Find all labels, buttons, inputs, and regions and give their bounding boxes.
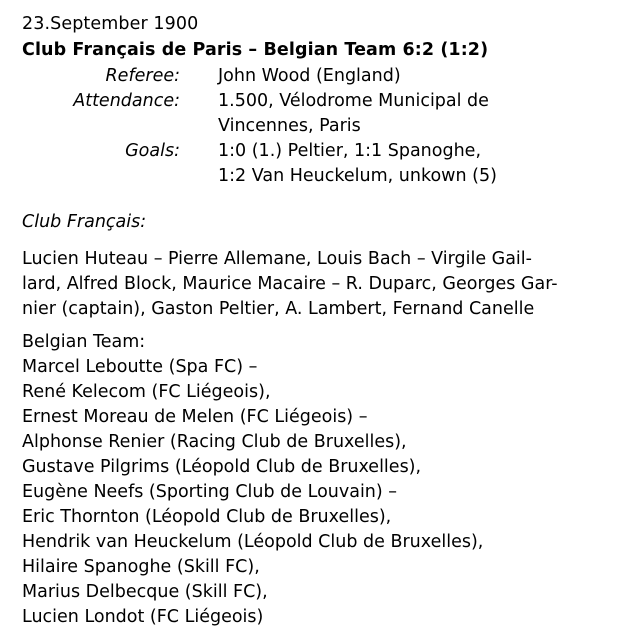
- belgian-team-line-7: Eric Thornton (Léopold Club de Bruxelles),: [22, 507, 392, 527]
- info-value-goals-line2: 1:2 Van Heuckelum, unkown (5): [218, 166, 497, 186]
- belgian-team-line-10: Marius Delbecque (Skill FC),: [22, 582, 268, 602]
- table-row: [42, 64, 612, 89]
- info-label-referee: Referee:: [105, 66, 180, 86]
- belgian-team-line-9: Hilaire Spanoghe (Skill FC),: [22, 557, 260, 577]
- info-label-spacer-2: [42, 164, 180, 189]
- club-francais-line-2: lard, Alfred Block, Maurice Macaire – R. Duparc, Georges Gar-: [22, 274, 558, 294]
- info-label-spacer-1: [42, 114, 180, 139]
- info-value-attendance-line2: Vincennes, Paris: [218, 116, 361, 136]
- spacer: [22, 235, 558, 247]
- belgian-team-line-2: René Kelecom (FC Liégeois),: [22, 382, 271, 402]
- belgian-team-section: [22, 330, 483, 630]
- belgian-team-heading: Belgian Team:: [22, 332, 146, 352]
- info-value-referee: John Wood (England): [218, 66, 401, 86]
- belgian-team-line-3: Ernest Moreau de Melen (FC Liégeois) –: [22, 407, 368, 427]
- belgian-team-line-11: Lucien Londot (FC Liégeois): [22, 607, 264, 627]
- club-francais-heading: Club Français:: [22, 212, 147, 232]
- belgian-team-line-5: Gustave Pilgrims (Léopold Club de Bruxelles),: [22, 457, 422, 477]
- match-info-table: [42, 64, 612, 189]
- belgian-team-line-1: Marcel Leboutte (Spa FC) –: [22, 357, 258, 377]
- info-label-attendance: Attendance:: [73, 91, 180, 111]
- club-francais-line-1: Lucien Huteau – Pierre Allemane, Louis Bach – Virgile Gail-: [22, 249, 532, 269]
- table-row: [42, 114, 612, 139]
- match-date: 23.September 1900: [22, 14, 199, 34]
- info-value-attendance: 1.500, Vélodrome Municipal de: [218, 91, 489, 111]
- table-row: [42, 89, 612, 114]
- belgian-team-line-6: Eugène Neefs (Sporting Club de Louvain) –: [22, 482, 398, 502]
- belgian-team-line-8: Hendrik van Heuckelum (Léopold Club de Bruxelles),: [22, 532, 484, 552]
- club-francais-line-3: nier (captain), Gaston Peltier, A. Lambert, Fernand Canelle: [22, 299, 535, 319]
- table-row: [42, 164, 612, 189]
- club-francais-section: [22, 210, 558, 322]
- table-row: [42, 139, 612, 164]
- info-value-goals: 1:0 (1.) Peltier, 1:1 Spanoghe,: [218, 141, 482, 161]
- info-label-goals: Goals:: [125, 141, 180, 161]
- belgian-team-line-4: Alphonse Renier (Racing Club de Bruxelles),: [22, 432, 407, 452]
- match-title: Club Français de Paris – Belgian Team 6:2 (1:2): [22, 40, 489, 60]
